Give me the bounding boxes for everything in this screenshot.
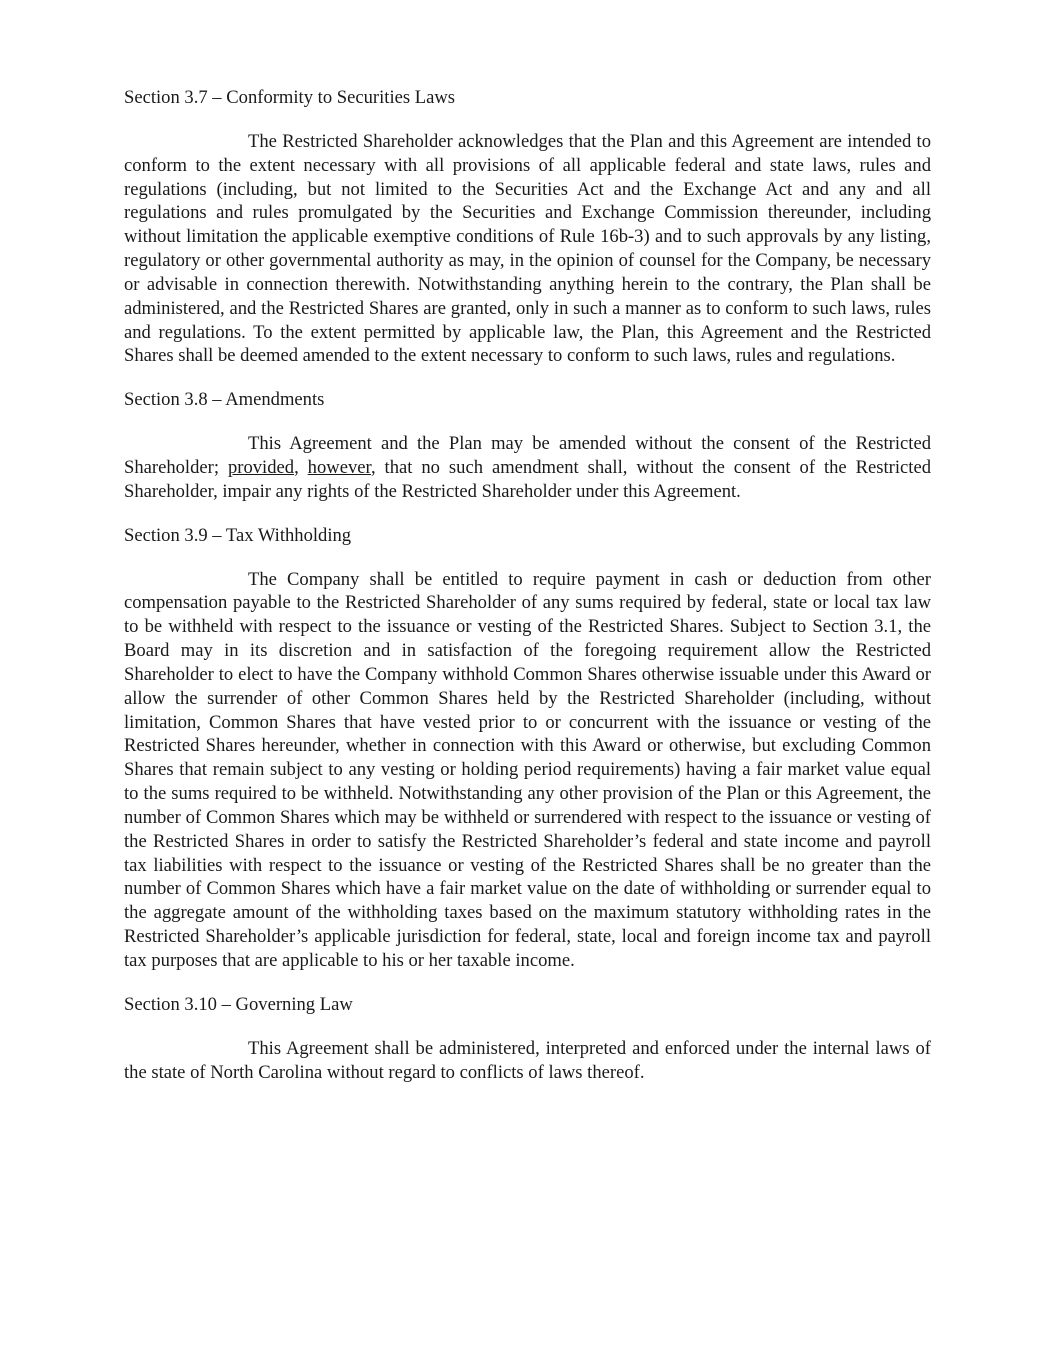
underlined-term-provided: provided [227,456,295,478]
section-3-8 [124,388,931,503]
underlined-term-however: however [307,456,371,478]
body-text: , that no such amendment shall, without the consent of the Restricted Shareholder, impair any rights of the Restricted Shareholder under this Agreement. [124,456,932,502]
section-3-9 [124,524,931,973]
section-body: This Agreement shall be administered, interpreted and enforced under the internal laws of the state of North Carolina without regard to conflicts of laws thereof. [124,1037,931,1083]
document-page [124,86,931,1104]
section-body: The Restricted Shareholder acknowledges that the Plan and this Agreement are intended to conform to the extent necessary with all provisions of all applicable federal and state laws, rules and regulations (including, but not limited to the Securities Act and the Exchange Act and any and all regulations and rules promulgated by the Securities and Exchange Commission thereunder, including without limitation the applicable exemptive conditions of Rule 16b-3) and to such approvals by any listing, regulatory or other governmental authority as may, in the opinion of counsel for the Company, be necessary or advisable in connection therewith. Notwithstanding anything herein to the contrary, the Plan shall be administered, and the Restricted Shares are granted, only in such a manner as to conform to such laws, rules and regulations. To the extent permitted by applicable law, the Plan, this Agreement and the Restricted Shares shall be deemed amended to the extent necessary to conform to such laws, rules and regulations. [124,130,931,367]
section-3-7 [124,86,931,368]
section-body [124,432,931,504]
section-heading: Section 3.9 – Tax Withholding [124,524,352,546]
section-heading: Section 3.10 – Governing Law [124,993,353,1015]
section-3-10 [124,993,931,1085]
body-text: , [294,456,308,478]
body-text: This Agreement and the Plan may be amended without the consent of the Restricted Shareholder; [124,433,931,478]
section-heading: Section 3.8 – Amendments [124,389,325,411]
section-body: The Company shall be entitled to require payment in cash or deduction from other compensation payable to the Restricted Shareholder of any sums required by federal, state or local tax law to be withheld with respect to the issuance or vesting of the Restricted Shares. Subject to Section 3.1, the Board may in its discretion and in satisfaction of the foregoing requirement allow the Restricted Shareholder to elect to have the Company withhold Common Shares otherwise issuable under this Award or allow the surrender of other Common Shares held by the Restricted Shareholder (including, without limitation, Common Shares that have vested prior to or concurrent with the issuance or vesting of the Restricted Shares hereunder, whether in connection with this Award or otherwise, but excluding Common Shares that remain subject to any vesting or holding period requirements) having a fair market value equal to the sums required to be withheld. Notwithstanding any other provision of the Plan or this Agreement, the number of Common Shares which may be withheld or surrendered with respect to the issuance or vesting of the Restricted Shares in order to satisfy the Restricted Shareholder’s federal and state income and payroll tax liabilities with respect to the issuance or vesting of the Restricted Shares shall be no greater than the number of Common Shares which have a fair market value on the date of withholding or surrender equal to the aggregate amount of the withholding taxes based on the maximum statutory withholding rates in the Restricted Shareholder’s applicable jurisdiction for federal, state, local and foreign income tax and payroll tax purposes that are applicable to his or her taxable income. [124,568,931,971]
section-heading: Section 3.7 – Conformity to Securities Laws [124,87,456,108]
